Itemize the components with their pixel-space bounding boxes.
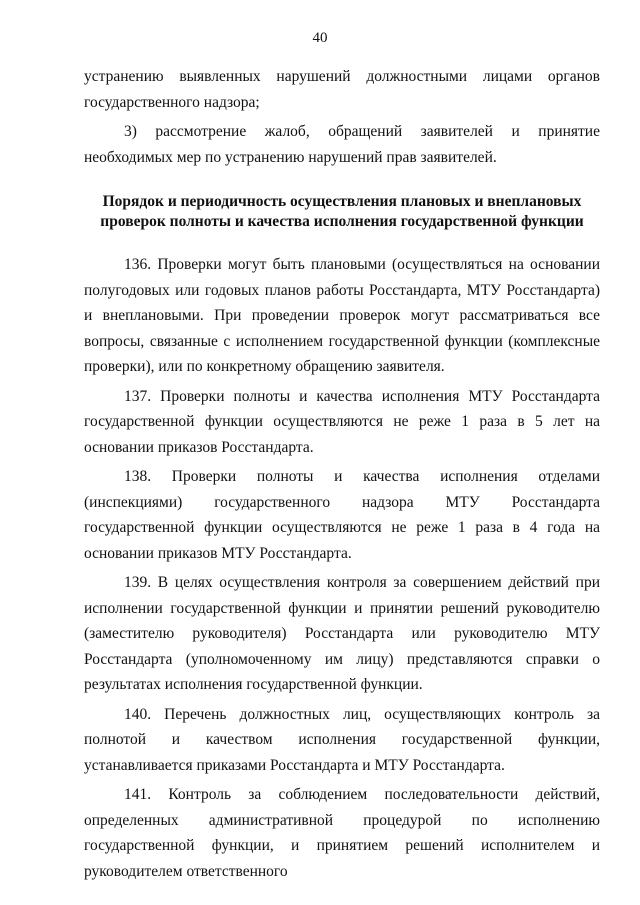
continuation-paragraph: устранению выявленных нарушений должностными лицами органов государственного надзора; (84, 68, 600, 111)
paragraph-137: 137. Проверки полноты и качества исполнения МТУ Росстандарта государственной функции осуществляются не реже 1 раза в 5 лет на основании приказов Росстандарта. (84, 387, 600, 456)
section-heading-line-2: проверок полноты и качества исполнения государственной функции (100, 213, 584, 230)
paragraph-138: 138. Проверки полноты и качества исполнения отделами (инспекциями) государственного надзора МТУ Росстандарта государственной функции осуществляются не реже 1 раза в 4 года на основании приказов МТУ Росстандарта. (84, 468, 600, 562)
paragraph-140: 140. Перечень должностных лиц, осуществляющих контроль за полнотой и качеством исполнения государственной функции, устанавливается приказами Росстандарта и МТУ Росстандарта. (84, 705, 600, 774)
paragraph-141: 141. Контроль за соблюдением последовательности действий, определенных административной процедурой по исполнению государственной функции, и принятием решений исполнителем и руководителем ответственного (84, 786, 600, 880)
section-heading (84, 192, 600, 232)
document-body (84, 64, 600, 888)
paragraph-136: 136. Проверки могут быть плановыми (осуществляться на основании полугодовых или годовых планов работы Росстандарта, МТУ Росстандарта) и внеплановыми. При проведении проверок могут рассматриваться все вопросы, связанные с исполнением государственной функции (комплексные проверки), или по конкретному обращению заявителя. (84, 256, 600, 375)
section-heading-line-1: Порядок и периодичность осуществления плановых и внеплановых (102, 193, 582, 210)
page-number: 40 (312, 30, 328, 46)
list-item-3: 3) рассмотрение жалоб, обращений заявителей и принятие необходимых мер по устранению нарушений прав заявителей. (84, 123, 600, 166)
paragraph-139: 139. В целях осуществления контроля за совершением действий при исполнении государственной функции и принятии решений руководителю (заместителю руководителя) Росстандарта или руководителю МТУ Росстандарта (уполномоченному им лицу) представляются справки о результатах исполнения государственной функции. (84, 574, 600, 693)
